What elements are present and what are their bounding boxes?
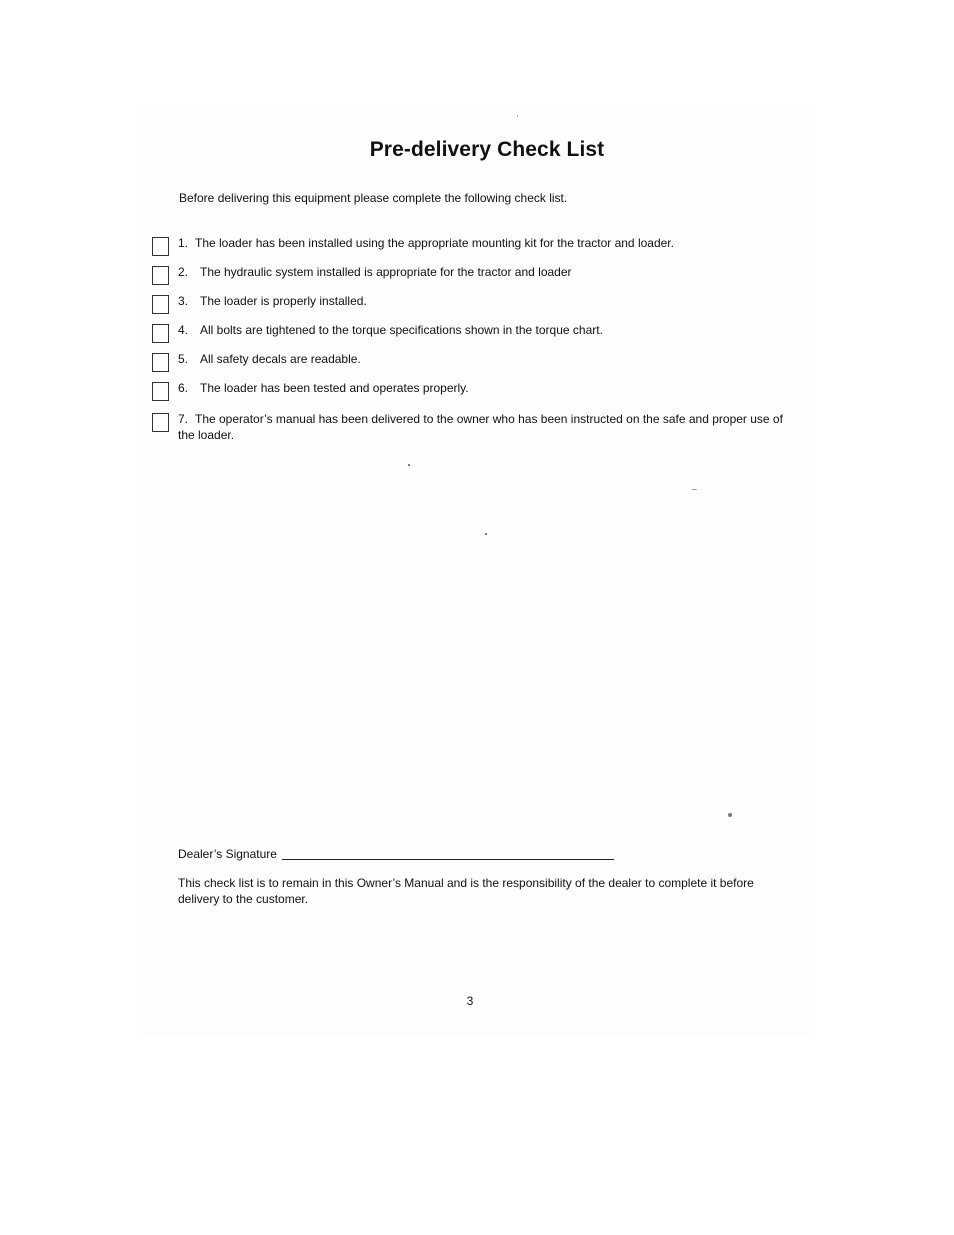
item-label: The loader has been tested and operates properly.	[200, 381, 469, 395]
checklist-item-text	[178, 235, 792, 251]
checkbox-item-2[interactable]	[152, 266, 169, 285]
checkbox-item-3[interactable]	[152, 295, 169, 314]
scan-speck	[517, 115, 518, 117]
checklist-item-text	[178, 380, 792, 396]
checkbox-item-4[interactable]	[152, 324, 169, 343]
item-number: 2.	[178, 265, 189, 279]
checklist-item-text	[178, 264, 792, 280]
checklist-item-text	[178, 293, 792, 309]
item-label: The hydraulic system installed is appropriate for the tractor and loader	[200, 265, 572, 279]
intro-text: Before delivering this equipment please complete the following check list.	[179, 191, 568, 205]
scan-speck	[728, 813, 732, 817]
item-label: All safety decals are readable.	[200, 352, 361, 366]
item-number: 7.	[178, 412, 189, 426]
checkbox-item-6[interactable]	[152, 382, 169, 401]
footnote-text: This check list is to remain in this Owner’s Manual and is the responsibility of the dealer to complete it before delivery to the customer.	[178, 876, 754, 906]
signature-label: Dealer’s Signature	[178, 847, 277, 861]
item-number: 4.	[178, 323, 189, 337]
checklist-item-text	[178, 351, 792, 367]
page-title: Pre-delivery Check List	[369, 138, 605, 161]
scan-speck	[692, 489, 697, 490]
scan-speck	[485, 533, 487, 535]
item-label: The operator’s manual has been delivered to the owner who has been instructed on the safe and proper use of the loader.	[178, 412, 783, 442]
item-label: The loader has been installed using the appropriate mounting kit for the tractor and loader.	[195, 236, 674, 250]
checkbox-item-5[interactable]	[152, 353, 169, 372]
checklist-item-text	[178, 411, 792, 443]
item-number: 1.	[178, 236, 189, 250]
item-label: The loader is properly installed.	[200, 294, 367, 308]
signature-line[interactable]	[282, 859, 614, 860]
checkbox-item-7[interactable]	[152, 413, 169, 432]
item-label: All bolts are tightened to the torque specifications shown in the torque chart.	[200, 323, 603, 337]
item-number: 6.	[178, 381, 189, 395]
scan-speck	[408, 464, 410, 466]
item-number: 3.	[178, 294, 189, 308]
checklist-item-text	[178, 322, 792, 338]
checkbox-item-1[interactable]	[152, 237, 169, 256]
page-number: 3	[466, 994, 474, 1008]
item-number: 5.	[178, 352, 189, 366]
